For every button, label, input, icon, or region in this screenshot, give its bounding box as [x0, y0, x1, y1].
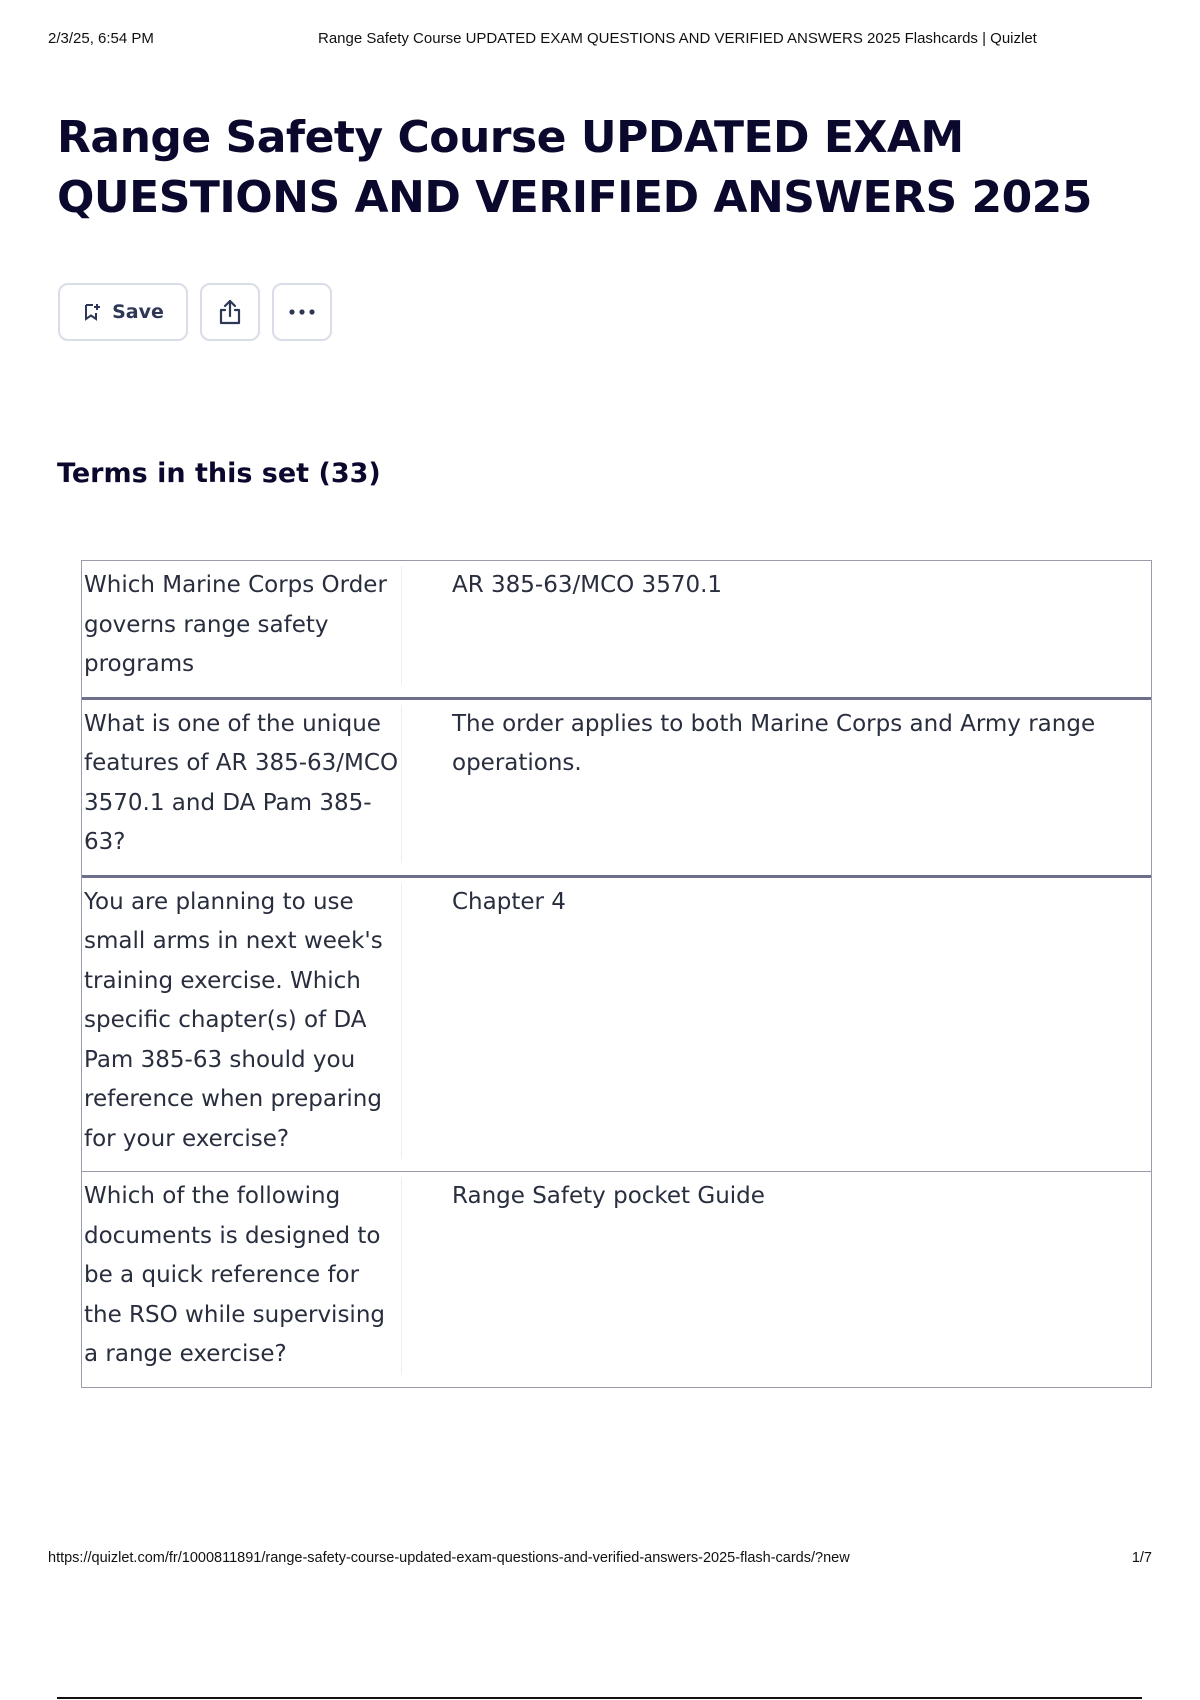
page-url: https://quizlet.com/fr/1000811891/range-safety-course-updated-exam-questions-and-verified-answers-2025-flash-cards/?new: [48, 1550, 850, 1566]
term-text: Which Marine Corps Order governs range safety programs: [82, 566, 402, 685]
share-button[interactable]: [200, 283, 260, 341]
terms-table: [81, 560, 1152, 1388]
more-horizontal-icon: [287, 307, 317, 317]
term-row: [82, 875, 1151, 1172]
term-text: Which of the following documents is designed to be a quick reference for the RSO while supervising a range exercise?: [82, 1177, 402, 1375]
term-text: You are planning to use small arms in next week's training exercise. Which specific chapter(s) of DA Pam 385-63 should you reference when preparing for your exercise?: [82, 883, 402, 1160]
term-row: [82, 697, 1151, 875]
save-button-label: Save: [112, 301, 164, 323]
term-row: [82, 1171, 1151, 1387]
definition-text: AR 385-63/MCO 3570.1: [452, 572, 723, 598]
definition-text: Chapter 4: [452, 888, 566, 915]
page-number: 1/7: [1131, 1550, 1152, 1566]
print-header: [48, 30, 1152, 50]
definition-text: The order applies to both Marine Corps and Army range operations.: [452, 710, 1096, 776]
set-actions: [58, 283, 332, 341]
term-text: What is one of the unique features of AR 385-63/MCO 3570.1 and DA Pam 385-63?: [82, 705, 402, 863]
print-document-title: Range Safety Course UPDATED EXAM QUESTIONS AND VERIFIED ANSWERS 2025 Flashcards | Quizlet: [318, 30, 1037, 47]
terms-section-heading: Terms in this set (33): [57, 458, 381, 489]
share-icon: [215, 297, 245, 327]
save-button[interactable]: [58, 283, 188, 341]
bookmark-plus-icon: [82, 302, 102, 322]
page-title: Range Safety Course UPDATED EXAM QUESTIONS AND VERIFIED ANSWERS 2025: [57, 112, 1092, 223]
definition-text: Range Safety pocket Guide: [452, 1183, 765, 1209]
page-divider: [57, 1697, 1142, 1699]
print-date: 2/3/25, 6:54 PM: [48, 30, 154, 47]
term-row: [82, 561, 1151, 697]
more-options-button[interactable]: [272, 283, 332, 341]
